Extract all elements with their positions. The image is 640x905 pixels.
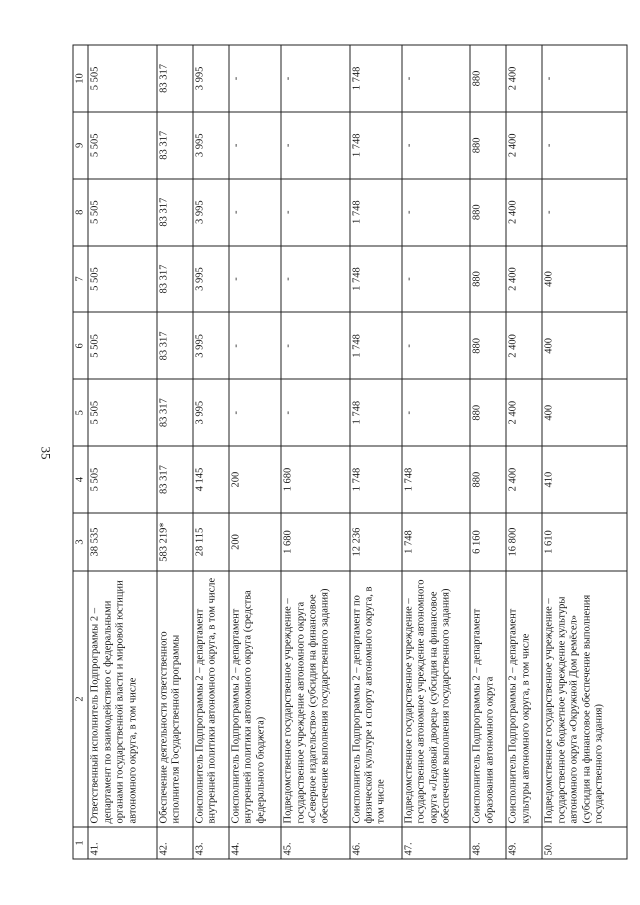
value-cell: 1 748 xyxy=(350,112,402,179)
value-cell: 2 400 xyxy=(506,112,542,179)
value-cell: - xyxy=(229,379,281,446)
row-description: Подведомственное государственное учреждение – государственное автономное учреждение автономного округа «Ледовый дворец» (субсидия на финансовое обеспечение выполнения государственного задания) xyxy=(402,571,470,827)
table-header-row xyxy=(73,45,88,859)
row-description: Ответственный исполнитель Подпрограммы 2 – департамент по взаимодействию с федеральными органами государственной власти и мировой юстиции автономного округа, в том числе xyxy=(88,571,156,827)
row-description: Подведомственное государственное учреждение – государственное учреждение автономного округа «Северное издательство» (субсидия на финансовое обеспечение выполнения государственного задания) xyxy=(281,571,349,827)
value-cell: 5 505 xyxy=(88,446,156,513)
value-cell: - xyxy=(281,45,349,112)
table-row xyxy=(542,45,627,859)
table-row xyxy=(402,45,470,859)
header-cell: 10 xyxy=(73,45,88,112)
value-cell: 880 xyxy=(470,45,506,112)
row-number: 44. xyxy=(229,827,281,859)
value-cell: 83 317 xyxy=(157,246,193,313)
value-cell: 1 680 xyxy=(281,513,349,571)
value-cell: 200 xyxy=(229,446,281,513)
value-cell: 880 xyxy=(470,179,506,246)
value-cell: - xyxy=(402,179,470,246)
value-cell: 5 505 xyxy=(88,312,156,379)
value-cell: - xyxy=(402,45,470,112)
value-cell: 400 xyxy=(542,312,627,379)
row-description: Обеспечение деятельности ответственного исполнителя Государственной программы xyxy=(157,571,193,827)
header-cell: 8 xyxy=(73,179,88,246)
header-cell: 2 xyxy=(73,571,88,827)
value-cell: 880 xyxy=(470,246,506,313)
value-cell: 880 xyxy=(470,379,506,446)
value-cell: - xyxy=(542,179,627,246)
value-cell: - xyxy=(229,246,281,313)
value-cell: 5 505 xyxy=(88,379,156,446)
value-cell: 1 748 xyxy=(350,179,402,246)
value-cell: 3 995 xyxy=(193,179,229,246)
rotated-table-container xyxy=(73,45,628,860)
value-cell: 1 748 xyxy=(350,45,402,112)
value-cell: - xyxy=(402,379,470,446)
row-description: Подведомственное государственное учреждение – государственное бюджетное учреждение культуры автономного округа «Окружной Дом ремёсел» (субсидия на финансовое обеспечение выполнения государственного задания) xyxy=(542,571,627,827)
value-cell: 83 317 xyxy=(157,112,193,179)
table-row xyxy=(506,45,542,859)
value-cell: - xyxy=(402,312,470,379)
value-cell: 28 115 xyxy=(193,513,229,571)
value-cell: 3 995 xyxy=(193,379,229,446)
row-description: Соисполнитель Подпрограммы 2 – департамент внутренней политики автономного округа (средства федерального бюджета) xyxy=(229,571,281,827)
value-cell: 4 145 xyxy=(193,446,229,513)
value-cell: 1 748 xyxy=(350,446,402,513)
value-cell: 2 400 xyxy=(506,446,542,513)
value-cell: - xyxy=(229,179,281,246)
value-cell: 1 748 xyxy=(402,446,470,513)
row-description: Соисполнитель Подпрограммы 2 – департамент образования автономного округа xyxy=(470,571,506,827)
header-cell: 5 xyxy=(73,379,88,446)
value-cell: 16 800 xyxy=(506,513,542,571)
table-row xyxy=(470,45,506,859)
value-cell: 5 505 xyxy=(88,45,156,112)
value-cell: 2 400 xyxy=(506,179,542,246)
row-number: 50. xyxy=(542,827,627,859)
row-number: 43. xyxy=(193,827,229,859)
value-cell: 12 236 xyxy=(350,513,402,571)
value-cell: 410 xyxy=(542,446,627,513)
header-cell: 3 xyxy=(73,513,88,571)
row-number: 42. xyxy=(157,827,193,859)
row-description: Соисполнитель Подпрограммы 2 – департамент культуры автономного округа, в том числе xyxy=(506,571,542,827)
row-number: 46. xyxy=(350,827,402,859)
row-number: 45. xyxy=(281,827,349,859)
value-cell: 1 680 xyxy=(281,446,349,513)
value-cell: 583 219* xyxy=(157,513,193,571)
value-cell: 1 748 xyxy=(402,513,470,571)
table-row xyxy=(193,45,229,859)
value-cell: - xyxy=(542,45,627,112)
value-cell: - xyxy=(281,179,349,246)
value-cell: 1 748 xyxy=(350,379,402,446)
value-cell: 5 505 xyxy=(88,246,156,313)
header-cell: 9 xyxy=(73,112,88,179)
value-cell: - xyxy=(542,112,627,179)
value-cell: - xyxy=(229,312,281,379)
page-number-text: 35 xyxy=(38,446,53,459)
value-cell: 1 610 xyxy=(542,513,627,571)
value-cell: 200 xyxy=(229,513,281,571)
value-cell: 83 317 xyxy=(157,446,193,513)
value-cell: 83 317 xyxy=(157,379,193,446)
row-number: 47. xyxy=(402,827,470,859)
value-cell: - xyxy=(281,379,349,446)
value-cell: 3 995 xyxy=(193,312,229,379)
value-cell: 83 317 xyxy=(157,179,193,246)
value-cell: 6 160 xyxy=(470,513,506,571)
value-cell: 5 505 xyxy=(88,112,156,179)
row-number: 48. xyxy=(470,827,506,859)
value-cell: 2 400 xyxy=(506,45,542,112)
value-cell: 400 xyxy=(542,379,627,446)
value-cell: 38 535 xyxy=(88,513,156,571)
value-cell: - xyxy=(402,246,470,313)
row-description: Соисполнитель Подпрограммы 2 – департамент внутренней политики автономного округа, в том числе xyxy=(193,571,229,827)
table-row xyxy=(350,45,402,859)
value-cell: 880 xyxy=(470,446,506,513)
row-number: 41. xyxy=(88,827,156,859)
table-row xyxy=(157,45,193,859)
value-cell: 880 xyxy=(470,112,506,179)
value-cell: - xyxy=(281,112,349,179)
value-cell: 3 995 xyxy=(193,112,229,179)
value-cell: 880 xyxy=(470,312,506,379)
value-cell: 2 400 xyxy=(506,379,542,446)
value-cell: 5 505 xyxy=(88,179,156,246)
row-description: Соисполнитель Подпрограммы 2 – департамент по физической культуре и спорту автономного округа, в том числе xyxy=(350,571,402,827)
value-cell: 2 400 xyxy=(506,246,542,313)
value-cell: - xyxy=(229,45,281,112)
table-row xyxy=(281,45,349,859)
header-cell: 7 xyxy=(73,246,88,313)
value-cell: 3 995 xyxy=(193,246,229,313)
header-cell: 4 xyxy=(73,446,88,513)
value-cell: - xyxy=(281,246,349,313)
table-row xyxy=(88,45,156,859)
table-row xyxy=(229,45,281,859)
value-cell: 3 995 xyxy=(193,45,229,112)
value-cell: 1 748 xyxy=(350,246,402,313)
header-cell: 1 xyxy=(73,827,88,859)
row-number: 49. xyxy=(506,827,542,859)
value-cell: 1 748 xyxy=(350,312,402,379)
value-cell: 83 317 xyxy=(157,45,193,112)
value-cell: - xyxy=(402,112,470,179)
value-cell: 83 317 xyxy=(157,312,193,379)
value-cell: - xyxy=(229,112,281,179)
header-cell: 6 xyxy=(73,312,88,379)
value-cell: 2 400 xyxy=(506,312,542,379)
budget-table xyxy=(73,45,628,860)
value-cell: 400 xyxy=(542,246,627,313)
value-cell: - xyxy=(281,312,349,379)
